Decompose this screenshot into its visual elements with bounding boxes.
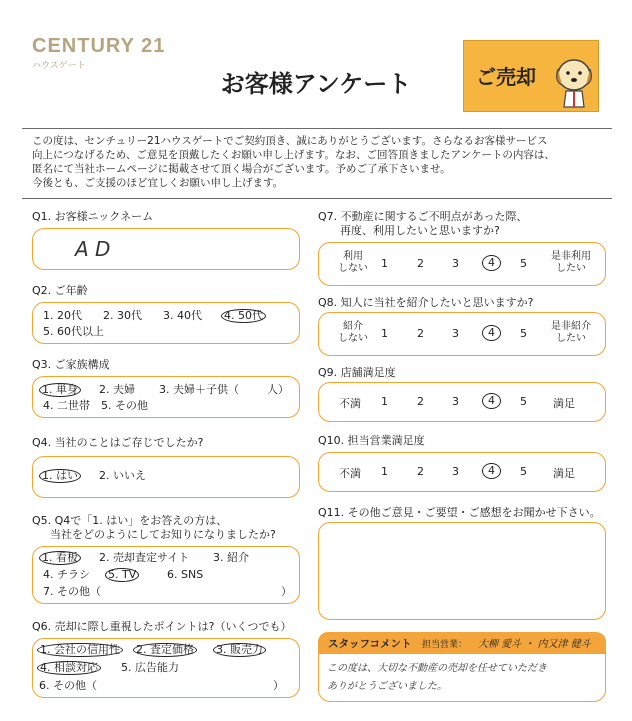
q6-options-box [32, 638, 300, 698]
q5-option-5-label: 5. TV [105, 568, 139, 582]
q8-high-label [545, 321, 597, 345]
q6-label: Q6. 売却に際し重視したポイントは?（いくつでも） [32, 620, 292, 633]
q6-option-3[interactable] [213, 643, 266, 657]
q8-scale-1[interactable]: 1 [381, 327, 388, 340]
q8-high-line: 是非紹介 [551, 321, 591, 332]
q3-options-box [32, 376, 300, 418]
q5-option-4[interactable]: 4. チラシ [43, 568, 90, 581]
q10-label: Q10. 担当営業満足度 [318, 434, 425, 447]
q7-high-label [545, 251, 597, 275]
q7-high-line: 是非利用 [551, 251, 591, 262]
q9-scale-4[interactable] [482, 393, 501, 409]
q5-option-5[interactable] [105, 568, 139, 582]
q10-scale-1[interactable]: 1 [381, 465, 388, 478]
q1-answer-box[interactable] [32, 228, 300, 270]
q5-option-3[interactable]: 3. 紹介 [213, 551, 249, 564]
q9-scale-4-label: 4 [482, 393, 501, 409]
q8-low-line: しない [338, 333, 368, 344]
q8-scale-box [318, 312, 606, 356]
q2-option-4[interactable] [221, 309, 266, 323]
q3-option-5[interactable]: 5. その他 [101, 399, 148, 412]
intro-line: 今後とも、ご支援のほど宜しくお願い申し上げます。 [32, 177, 284, 189]
q9-scale-5[interactable]: 5 [520, 395, 527, 408]
divider-top [22, 128, 612, 129]
q2-option-4-label: 4. 50代 [221, 309, 266, 323]
q5-option-1-label: 1. 看板 [39, 551, 81, 565]
intro-line: この度は、センチュリー21ハウスゲートでご契約頂き、誠にありがとうございます。さらなるお客様サービス [32, 135, 548, 147]
staff-comment-title: スタッフコメント [328, 638, 412, 650]
q6-option-1[interactable] [37, 643, 123, 657]
q9-scale-3[interactable]: 3 [452, 395, 459, 408]
q11-comment-box[interactable] [318, 522, 606, 620]
q10-scale-5[interactable]: 5 [520, 465, 527, 478]
sales-rep-names: 大柳 愛斗 ・ 内又津 健斗 [478, 639, 591, 650]
intro-line: 匿名にて当社ホームページに掲載させて頂く場合がございます。予めご了承下さいませ。 [32, 163, 451, 175]
q2-option-2[interactable]: 2. 30代 [103, 309, 142, 322]
q2-label: Q2. ご年齢 [32, 284, 88, 297]
q7-scale-3[interactable]: 3 [452, 257, 459, 270]
q8-label: Q8. 知人に当社を紹介したいと思いますか? [318, 296, 534, 309]
q2-option-1[interactable]: 1. 20代 [43, 309, 82, 322]
q8-low-line: 紹介 [343, 321, 363, 332]
q6-option-6[interactable]: 6. その他（ [39, 679, 97, 692]
q10-scale-2[interactable]: 2 [417, 465, 424, 478]
q6-option-3-label: 3. 販売力 [213, 643, 266, 657]
q7-label-1: Q7. 不動産に関するご不明点があった際、 [318, 210, 528, 223]
q3-label: Q3. ご家族構成 [32, 358, 110, 371]
q6-option-2-label: 2. 査定価格 [133, 643, 197, 657]
q7-scale-4-label: 4 [482, 255, 501, 271]
q9-high-label: 満足 [553, 397, 575, 410]
q6-option-4[interactable] [37, 661, 101, 675]
q8-scale-4-label: 4 [482, 325, 501, 341]
q6-option-5[interactable]: 5. 広告能力 [121, 661, 179, 674]
q3-option-1[interactable] [39, 383, 81, 397]
q5-option-1[interactable] [39, 551, 81, 565]
q8-high-line: したい [556, 333, 586, 344]
q10-scale-box [318, 452, 606, 492]
q7-high-line: したい [556, 263, 586, 274]
q2-option-3[interactable]: 3. 40代 [163, 309, 202, 322]
brand-sub: ハウスゲート [32, 61, 86, 71]
staff-comment-header [318, 632, 606, 654]
staff-comment-line-1: この度は、大切な不動産の売却を任せていただき [327, 663, 547, 674]
q4-option-1[interactable] [39, 469, 81, 483]
q9-low-label: 不満 [339, 397, 361, 410]
q8-low-label [333, 321, 373, 345]
q3-option-3[interactable]: 3. 夫婦＋子供（ [159, 383, 239, 396]
q4-option-2[interactable]: 2. いいえ [99, 469, 146, 482]
badge-label: ご売却 [476, 65, 536, 89]
q6-option-6-close: ） [273, 679, 284, 692]
q7-scale-1[interactable]: 1 [381, 257, 388, 270]
q8-scale-4[interactable] [482, 325, 501, 341]
page-title: お客様アンケート [220, 70, 412, 98]
q1-answer: A D [75, 237, 111, 261]
q7-scale-4[interactable] [482, 255, 501, 271]
q8-scale-3[interactable]: 3 [452, 327, 459, 340]
q7-scale-box [318, 242, 606, 286]
q7-low-line: しない [338, 263, 368, 274]
q10-scale-3[interactable]: 3 [452, 465, 459, 478]
q2-options-box [32, 302, 300, 344]
q4-option-1-label: 1. はい [39, 469, 81, 483]
q10-high-label: 満足 [553, 467, 575, 480]
q8-scale-2[interactable]: 2 [417, 327, 424, 340]
q5-option-6[interactable]: 6. SNS [167, 568, 204, 581]
q4-label: Q4. 当社のことはご存じでしたか? [32, 436, 204, 449]
intro-text [32, 134, 606, 190]
q3-option-4[interactable]: 4. 二世帯 [43, 399, 90, 412]
q4-options-box [32, 456, 300, 498]
q9-scale-1[interactable]: 1 [381, 395, 388, 408]
sales-rep-label: 担当営業： [422, 640, 468, 650]
q5-option-7-close: ） [281, 585, 292, 598]
q5-label-2: 当社をどのようにしてお知りになりましたか? [50, 528, 276, 541]
mascot-dog-icon [552, 51, 596, 109]
brand-name: CENTURY 21 [32, 35, 166, 57]
q6-option-2[interactable] [133, 643, 197, 657]
q6-option-4-label: 4. 相談対応 [37, 661, 101, 675]
q7-low-line: 利用 [343, 251, 363, 262]
q2-option-5[interactable]: 5. 60代以上 [43, 325, 104, 338]
q5-options-box [32, 546, 300, 604]
q5-option-2[interactable]: 2. 売却査定サイト [99, 551, 190, 564]
q1-label: Q1. お客様ニックネーム [32, 210, 154, 223]
q7-scale-2[interactable]: 2 [417, 257, 424, 270]
q5-option-7[interactable]: 7. その他（ [43, 585, 101, 598]
q3-option-2[interactable]: 2. 夫婦 [99, 383, 135, 396]
q10-scale-4-label: 4 [482, 463, 501, 479]
q3-option-1-label: 1. 単身 [39, 383, 81, 397]
q10-low-label: 不満 [339, 467, 361, 480]
q9-scale-2[interactable]: 2 [417, 395, 424, 408]
q8-scale-5[interactable]: 5 [520, 327, 527, 340]
q9-label: Q9. 店舗満足度 [318, 366, 396, 379]
sale-badge [463, 40, 599, 112]
q7-low-label [333, 251, 373, 275]
divider-bottom [22, 198, 612, 199]
q5-label-1: Q5. Q4で「1. はい」をお答えの方は、 [32, 514, 228, 527]
q11-label: Q11. その他ご意見・ご要望・ご感想をお聞かせ下さい。 [318, 506, 601, 519]
q7-label-2: 再度、利用したいと思いますか? [340, 224, 500, 237]
staff-comment-line-2: ありがとうございました。 [327, 681, 447, 692]
q3-option-3-close: 人） [267, 383, 289, 396]
q6-option-1-label: 1. 会社の信用性 [37, 643, 123, 657]
q9-scale-box [318, 382, 606, 422]
q10-scale-4[interactable] [482, 463, 501, 479]
intro-line: 向上につなげるため、ご意見を頂戴したくお願い申し上げます。なお、ご回答頂きましたアンケートの内容は、 [32, 149, 555, 161]
q7-scale-5[interactable]: 5 [520, 257, 527, 270]
